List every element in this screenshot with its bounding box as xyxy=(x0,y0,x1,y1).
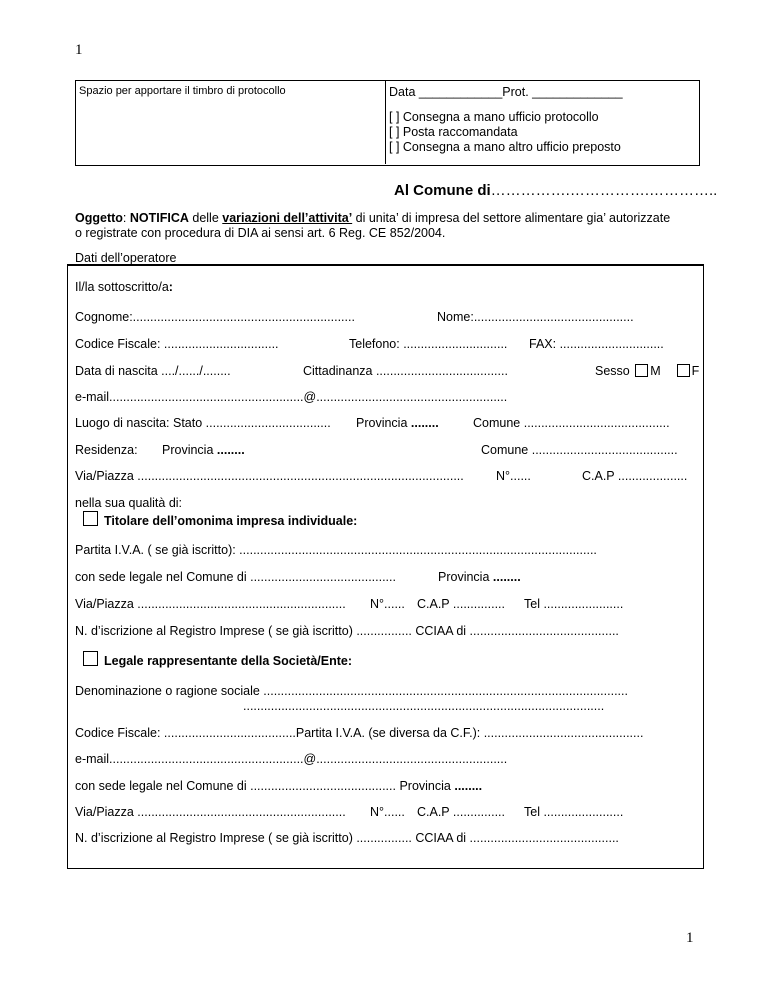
subject-rest: di unita’ di impresa del settore alimentare gia’ autorizzate xyxy=(352,211,671,225)
sesso-label: Sesso xyxy=(595,364,630,378)
subject-variazioni: variazioni dell’attivita’ xyxy=(222,211,353,225)
stamp-label: Spazio per apportare il timbro di protocollo xyxy=(79,85,286,97)
denominazione-field[interactable]: Denominazione o ragione sociale ......................................................................................................... xyxy=(75,684,628,698)
operator-title: Dati dell’operatore xyxy=(75,251,177,265)
residenza-label: Residenza: xyxy=(75,443,138,457)
luogo-provincia-field[interactable] xyxy=(356,416,439,430)
numero-field[interactable]: N°...... xyxy=(496,469,531,483)
via-sede-field[interactable]: Via/Piazza ............................................................ xyxy=(75,597,346,611)
sottoscritto-label xyxy=(75,280,173,294)
sede-societa-provincia-dots: ........ xyxy=(450,779,483,793)
telefono-field[interactable]: Telefono: .............................. xyxy=(349,337,508,351)
luogo-provincia-dots: ........ xyxy=(407,416,439,430)
email-field[interactable]: e-mail........................................................@....................................................... xyxy=(75,390,508,404)
sede-comune-field[interactable]: con sede legale nel Comune di .......................................... xyxy=(75,570,396,584)
recipient-label: Al Comune di xyxy=(394,182,491,199)
sesso-f-checkbox[interactable] xyxy=(677,364,690,377)
titolare-label: Titolare dell’omonima impresa individuale: xyxy=(104,514,358,528)
page-number-top: 1 xyxy=(75,42,83,58)
residenza-comune-field[interactable]: Comune .......................................... xyxy=(481,443,678,457)
subject-oggetto: Oggetto xyxy=(75,211,123,225)
subject-colon: : xyxy=(122,211,130,225)
fax-field[interactable]: FAX: .............................. xyxy=(529,337,664,351)
legale-option xyxy=(83,651,352,668)
via-societa-field[interactable]: Via/Piazza ............................................................ xyxy=(75,805,346,819)
luogo-nascita-label: Luogo di nascita xyxy=(75,416,167,430)
recipient-line xyxy=(394,182,717,199)
stamp-divider xyxy=(385,80,386,164)
subject-delle: delle xyxy=(188,211,223,225)
codice-fiscale-field[interactable]: Codice Fiscale: ................................. xyxy=(75,337,279,351)
numero-sede-field[interactable]: N°...... xyxy=(370,597,405,611)
cap-field[interactable]: C.A.P .................... xyxy=(582,469,688,483)
qualita-label: nella sua qualità di: xyxy=(75,496,183,510)
partita-iva-field[interactable]: Partita I.V.A. ( se già iscritto): ....................................................................................................... xyxy=(75,543,597,557)
recipient-dots[interactable]: …………….…………….………….. xyxy=(490,182,718,199)
sede-provincia-label: Provincia xyxy=(438,570,490,584)
option-altro-ufficio[interactable]: [ ] Consegna a mano altro ufficio preposto xyxy=(389,140,621,154)
titolare-option xyxy=(83,511,357,528)
sede-societa-field[interactable] xyxy=(75,779,482,793)
codice-fiscale-societa-field[interactable]: Codice Fiscale: ......................................Partita I.V.A. (se diversa da C.F.): .............................................. xyxy=(75,726,644,740)
tel-sede-field[interactable]: Tel ....................... xyxy=(524,597,624,611)
luogo-nascita-field xyxy=(75,416,331,430)
numero-societa-field[interactable]: N°...... xyxy=(370,805,405,819)
sesso-group xyxy=(595,364,699,378)
email-societa-field[interactable]: e-mail........................................................@....................................................... xyxy=(75,752,508,766)
legale-checkbox[interactable] xyxy=(83,651,98,666)
luogo-stato-field[interactable]: : Stato .................................... xyxy=(166,416,331,430)
cittadinanza-field[interactable]: Cittadinanza ...................................... xyxy=(303,364,508,378)
sesso-m-label: M xyxy=(650,364,661,378)
option-posta-raccomandata[interactable]: [ ] Posta raccomandata xyxy=(389,125,518,139)
cognome-field[interactable]: Cognome:................................................................ xyxy=(75,310,355,324)
residenza-provincia-label: Provincia xyxy=(162,443,214,457)
residenza-provincia-field[interactable] xyxy=(162,443,245,457)
cap-sede-field[interactable]: C.A.P ............... xyxy=(417,597,505,611)
luogo-comune-field[interactable]: Comune .......................................... xyxy=(473,416,670,430)
page-number-bottom: 1 xyxy=(686,930,694,946)
residenza-provincia-dots: ........ xyxy=(213,443,245,457)
iscrizione-registro-field[interactable]: N. d’iscrizione al Registro Imprese ( se già iscritto) ................ CCIAA di ........................................... xyxy=(75,624,619,638)
legale-label: Legale rappresentante della Società/Ente: xyxy=(104,654,352,668)
luogo-provincia-label: Provincia xyxy=(356,416,408,430)
option-consegna-protocollo[interactable]: [ ] Consegna a mano ufficio protocollo xyxy=(389,110,599,124)
cap-societa-field[interactable]: C.A.P ............... xyxy=(417,805,505,819)
sede-provincia-dots: ........ xyxy=(489,570,521,584)
sottoscritto-text: Il/la sottoscritto/a xyxy=(75,280,169,294)
subject-notifica: NOTIFICA xyxy=(129,211,189,225)
subject-line-1 xyxy=(75,211,670,225)
sesso-f-label: F xyxy=(691,364,700,378)
tel-societa-field[interactable]: Tel ....................... xyxy=(524,805,624,819)
sottoscritto-colon: : xyxy=(168,280,173,294)
sede-societa-text: con sede legale nel Comune di .......................................... Provincia xyxy=(75,779,451,793)
sede-provincia-field[interactable] xyxy=(438,570,521,584)
titolare-checkbox[interactable] xyxy=(83,511,98,526)
iscrizione-registro-societa-field[interactable]: N. d’iscrizione al Registro Imprese ( se già iscritto) ................ CCIAA di ........................................... xyxy=(75,831,619,845)
via-field[interactable]: Via/Piazza .............................................................................................. xyxy=(75,469,464,483)
denominazione-field-line2[interactable]: ........................................................................................................ xyxy=(243,699,605,713)
data-nascita-field[interactable]: Data di nascita ..../....../........ xyxy=(75,364,231,378)
protocol-data-line[interactable]: Data ____________Prot. _____________ xyxy=(389,85,623,99)
nome-field[interactable]: Nome:.............................................. xyxy=(437,310,634,324)
sesso-m-checkbox[interactable] xyxy=(635,364,648,377)
subject-line-2: o registrate con procedura di DIA ai sensi art. 6 Reg. CE 852/2004. xyxy=(75,226,446,240)
